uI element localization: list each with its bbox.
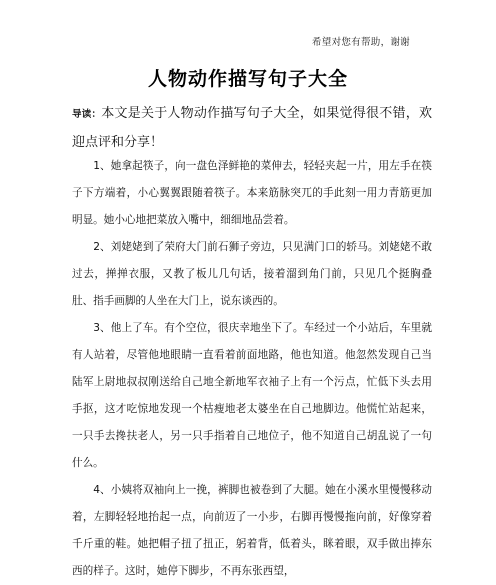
document-title: 人物动作描写句子大全 (147, 68, 348, 90)
paragraph-1: 1、她拿起筷子，向一盘色泽鲜艳的菜伸去，轻轻夹起一片，用左手在筷子下方端着，小心翼翼跟随着筷子。本来筋脉突兀的手此刻一用力青筋更加明显。她小心地把菜放入嘴中，细细地品尝着。 (72, 160, 432, 226)
intro-lead: 导读： (72, 109, 102, 120)
document-intro (72, 100, 432, 157)
paragraph-4: 4、小姨将双袖向上一挽，裤脚也被卷到了大腿。她在小溪水里慢慢移动着，左脚轻轻地抬起一点，向前迈了一小步，右脚再慢慢拖向前，好像穿着千斤重的鞋。她把帽子扭了扭正，躬着背，低着头，眯着眼，双手做出捧东西的样子。这时，她停下脚步，不再东张西望， (72, 484, 432, 577)
paragraph-2: 2、刘姥姥到了荣府大门前石狮子旁边，只见满门口的轿马。刘姥姥不敢过去，掸掸衣服，又教了板儿几句话，接着溜到角门前，只见几个挺胸叠肚、指手画脚的人坐在大门上，说东谈西的。 (72, 241, 432, 307)
document-body (72, 153, 432, 585)
intro-text: 本文是关于人物动作描写句子大全，如果觉得很不错，欢迎点评和分享！ (72, 106, 432, 150)
paragraph-3: 3、他上了车。有个空位，很庆幸地坐下了。车经过一个小站后，车里就有人站着，尽管他地眼睛一直看着前面地路，他也知道。他忽然发现自己当陆军上尉地叔叔刚送给自己地全新地军衣袖子上有一个污点，忙低下头去用手抠，这才吃惊地发现一个枯瘦地老太婆坐在自己地脚边。他慌忙站起来，一只手去搀扶老人，另一只手指着自己地位子，他不知道自己胡乱说了一句什么。 (72, 322, 432, 469)
header-note: 希望对您有帮助，谢谢 (311, 37, 410, 48)
